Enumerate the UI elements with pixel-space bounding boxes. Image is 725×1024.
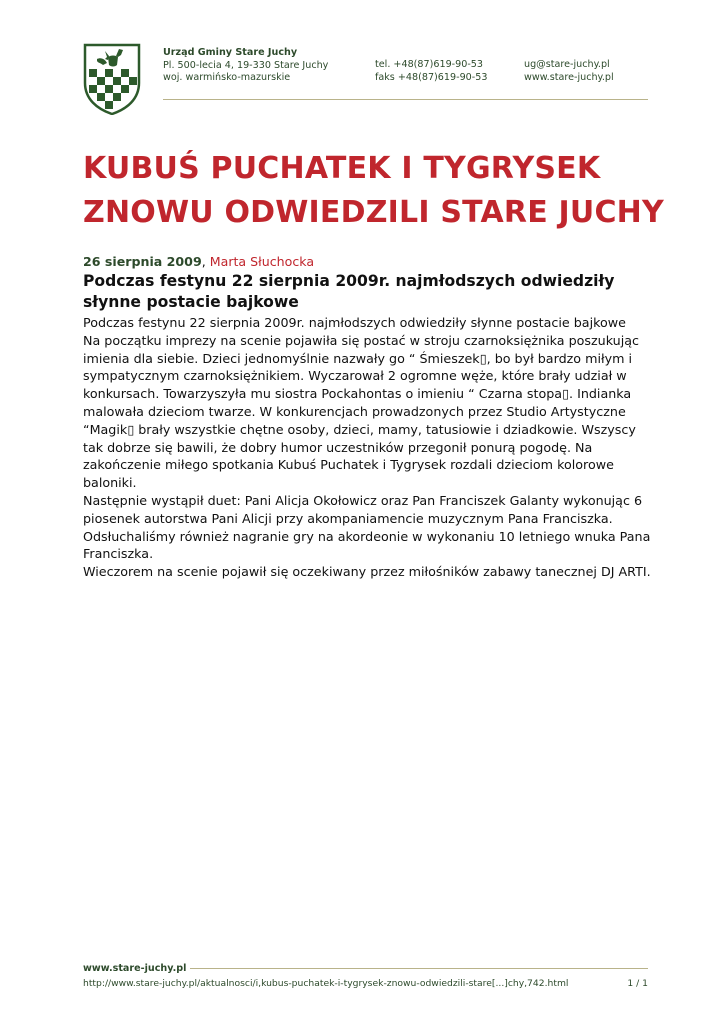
email-link[interactable]: ug@stare-juchy.pl — [524, 59, 610, 70]
article-author[interactable]: Marta Słuchocka — [209, 254, 315, 269]
header-contact-block — [524, 59, 614, 84]
coat-of-arms-logo — [83, 43, 141, 115]
meta-separator: , — [201, 254, 210, 269]
fax-number: faks +48(87)619-90-53 — [375, 71, 488, 83]
body-paragraph: Wieczorem na scenie pojawił się oczekiwany przez miłośników zabawy tanecznej DJ ARTI. — [83, 564, 651, 580]
website-link[interactable]: www.stare-juchy.pl — [524, 71, 614, 83]
body-paragraph: Odsłuchaliśmy również nagranie gry na akordeonie w wykonaniu 10 letniego wnuka Pana Franciszka. — [83, 528, 651, 562]
body-paragraph: Na początku imprezy na scenie pojawiła się postać w stroju czarnoksiężnika poszukując imienia dla siebie. Dzieci jednomyślnie nazwały go “ Śmieszek▯, bo był bardzo miłym i sympatycznym czarnoksiężnikiem. Wyczarował 2 ogromne węże, które brały udział w konkursach. Towarzyszyła mu siostra Pockahontas o imieniu “ Czarna stopa▯. Indianka malowała dzieciom twarze. W konkurencjach prowadzonych przez Studio Artystyczne “Magik▯ brały wszystkie chętne osoby, dzieci, mamy, tatusiowie i dziadkowie. Wszyscy tak dobrze się bawili, że dobry humor uczestników przegonił ponurą pogodę. Na zakończenie miłego spotkania Kubuś Puchatek i Tygrysek rozdali dzieciom kolorowe baloniki. — [83, 332, 639, 491]
org-address: Pl. 500-lecia 4, 19-330 Stare Juchy — [163, 59, 329, 71]
footer-url[interactable]: http://www.stare-juchy.pl/aktualnosci/i,kubus-puchatek-i-tygrysek-znowu-odwiedzili-stare[...]chy,742.html — [83, 978, 569, 989]
article-meta — [83, 253, 314, 271]
org-name: Urząd Gminy Stare Juchy — [163, 47, 298, 58]
body-paragraph: Następnie wystąpił duet: Pani Alicja Okołowicz oraz Pan Franciszek Galanty wykonując 6 piosenek autorstwa Pani Alicji przy akompaniamencie muzycznym Pana Franciszka. — [83, 492, 643, 526]
header-phone-block — [375, 59, 487, 84]
phone-number: tel. +48(87)619-90-53 — [375, 59, 484, 70]
header-org-block — [163, 47, 328, 85]
header-divider — [163, 99, 648, 100]
page-number: 1 / 1 — [627, 978, 648, 989]
article-lead: Podczas festynu 22 sierpnia 2009r. najmłodszych odwiedziły słynne postacie bajkowe — [83, 272, 615, 311]
body-paragraph: Podczas festynu 22 sierpnia 2009r. najmłodszych odwiedziły słynne postacie bajkowe — [83, 315, 626, 330]
article-title: KUBUŚ PUCHATEK I TYGRYSEK ZNOWU ODWIEDZILI STARE JUCHY — [83, 151, 664, 230]
article-date: 26 sierpnia 2009 — [83, 254, 202, 269]
article-body — [83, 314, 653, 581]
footer-site[interactable]: www.stare-juchy.pl — [83, 963, 190, 974]
org-region: woj. warmińsko-mazurskie — [163, 72, 291, 84]
